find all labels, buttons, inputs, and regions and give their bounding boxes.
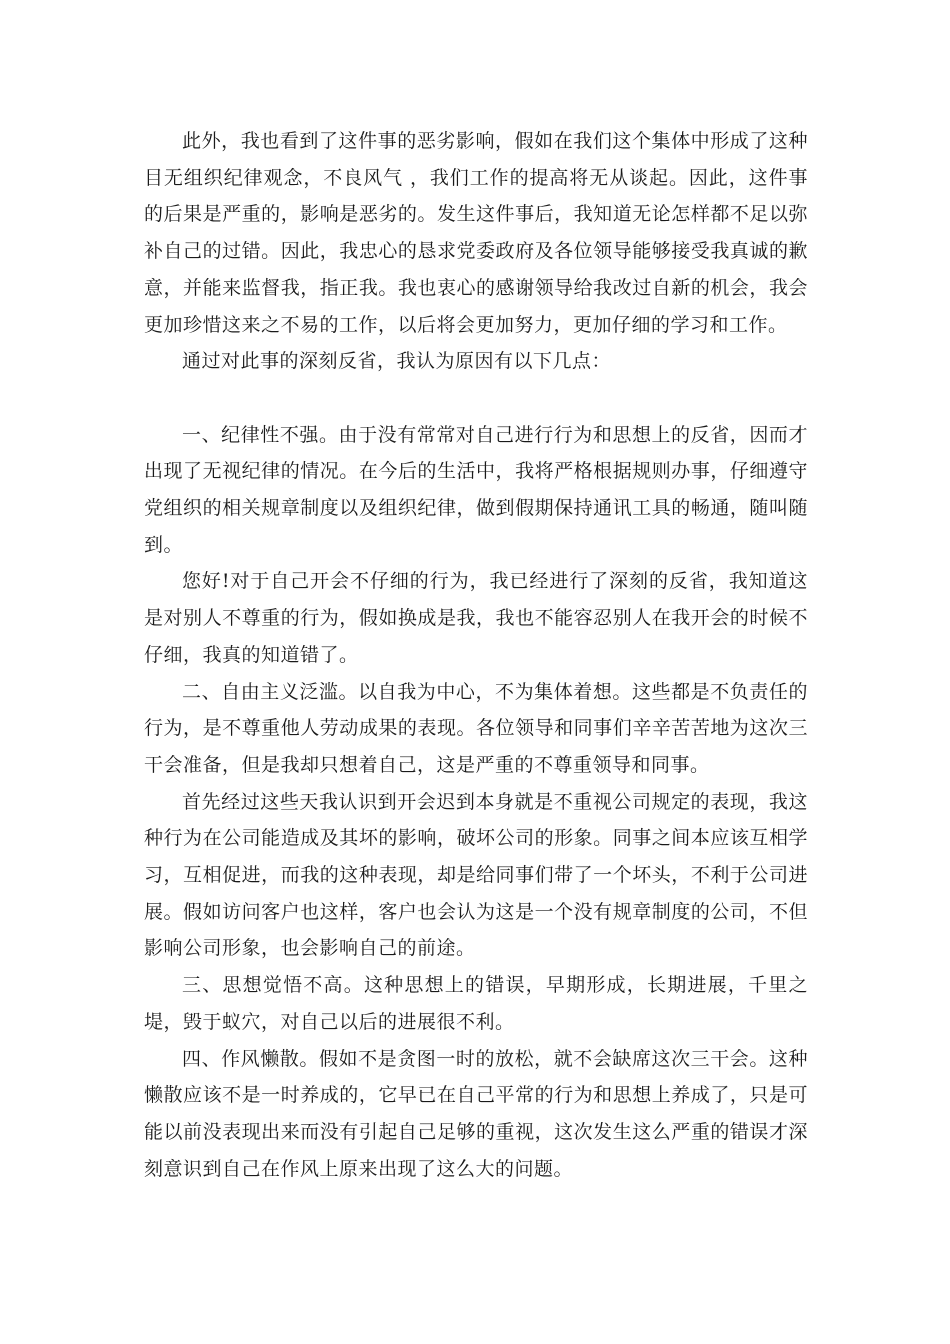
paragraph-reason-three: 三、思想觉悟不高。这种思想上的错误，早期形成，长期进展，千里之堤，毁于蚁穴，对自己以后的进展很不利。	[144, 974, 808, 1033]
paragraph-lateness: 首先经过这些天我认识到开会迟到本身就是不重视公司规定的表现，我这种行为在公司能造成及其坏的影响，破坏公司的形象。同事之间本应该互相学习，互相促进，而我的这种表现，却是给同事们带了一个坏头，不利于公司进展。假如访问客户也这样，客户也会认为这是一个没有规章制度的公司，不但影响公司形象，也会影响自己的前途。	[144, 790, 808, 960]
paragraph-apology: 您好!对于自己开会不仔细的行为，我已经进行了深刻的反省，我知道这是对别人不尊重的行为，假如换成是我，我也不能容忍别人在我开会的时候不仔细，我真的知道错了。	[144, 570, 808, 666]
paragraph-reason-two: 二、自由主义泛滥。以自我为中心，不为集体着想。这些都是不负责任的行为，是不尊重他人劳动成果的表现。各位领导和同事们辛辛苦苦地为这次三干会准备，但是我却只想着自己，这是严重的不尊重领导和同事。	[144, 680, 808, 776]
paragraph-reason-one: 一、纪律性不强。由于没有常常对自己进行行为和思想上的反省，因而才出现了无视纪律的情况。在今后的生活中，我将严格根据规则办事，仔细遵守党组织的相关规章制度以及组织纪律，做到假期保持通讯工具的畅通，随叫随到。	[144, 423, 808, 556]
paragraph-impact: 此外，我也看到了这件事的恶劣影响，假如在我们这个集体中形成了这种目无组织纪律观念，不良风气 ，我们工作的提高将无从谈起。因此，这件事的后果是严重的，影响是恶劣的。发生这件事后，我知道无论怎样都不足以弥补自己的过错。因此，我忠心的恳求党委政府及各位领导能够接受我真诚的歉意，并能来监督我，指正我。我也衷心的感谢领导给我改过自新的机会，我会更加珍惜这来之不易的工作，以后将会更加努力，更加仔细的学习和工作。	[144, 130, 808, 336]
document-body	[144, 123, 808, 1187]
paragraph-reason-four: 四、作风懒散。假如不是贪图一时的放松，就不会缺席这次三干会。这种懒散应该不是一时养成的，它早已在自己平常的行为和思想上养成了，只是可能以前没表现出来而没有引起自己足够的重视，这次发生这么严重的错误才深刻意识到自己在作风上原来出现了这么大的问题。	[144, 1047, 808, 1180]
paragraph-reasons-intro: 通过对此事的深刻反省，我认为原因有以下几点：	[182, 350, 612, 373]
blank-line	[144, 380, 808, 417]
